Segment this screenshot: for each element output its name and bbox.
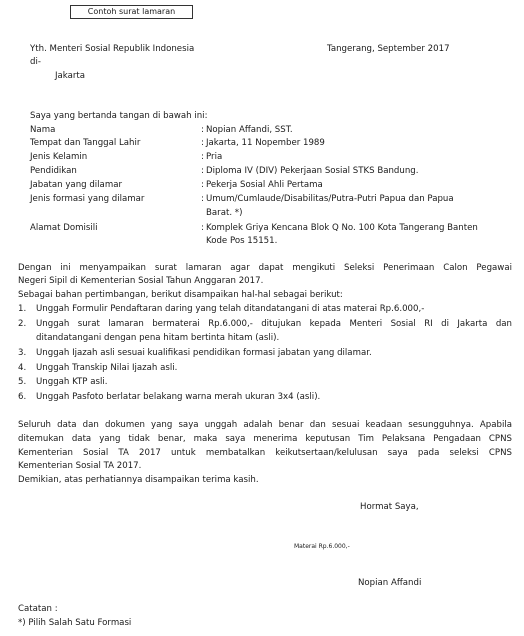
field-colon: : xyxy=(201,138,204,148)
field-colon: : xyxy=(201,194,204,204)
recipient-line-1: Yth. Menteri Sosial Republik Indonesia xyxy=(30,44,195,54)
list-item: Unggah KTP asli. xyxy=(36,377,108,387)
field-colon: : xyxy=(201,125,204,135)
list-number: 6. xyxy=(18,392,27,402)
para2-line-3: Kementerian Sosial TA 2017 untuk membatalkan keikutsertaan/kelulusan saya pada seleksi CPNS xyxy=(18,448,512,458)
signer-name: Nopian Affandi xyxy=(358,578,422,588)
recipient-line-3: Jakarta xyxy=(55,71,86,81)
para1-line-3: Sebagai bahan pertimbangan, berikut disampaikan hal-hal sebagai berikut: xyxy=(18,290,343,300)
list-item: Unggah Transkip Nilai Ijazah asli. xyxy=(36,363,178,373)
list-item: Unggah Ijazah asli sesuai kualifikasi pendidikan formasi jabatan yang dilamar. xyxy=(36,348,372,358)
field-colon: : xyxy=(201,152,204,162)
header-label-box: Contoh surat lamaran xyxy=(70,5,193,19)
field-value-nama: Nopian Affandi, SST. xyxy=(206,125,293,135)
para2-line-2: ditemukan data yang tidak benar, maka saya menerima keputusan Tim Pelaksana Pengadaan CPNS xyxy=(18,434,512,444)
notes-title: Catatan : xyxy=(18,604,58,614)
list-item-cont: ditandatangani dengan pena hitam bertinta hitam (asli). xyxy=(36,333,280,343)
closing-text: Hormat Saya, xyxy=(360,502,419,512)
list-number: 2. xyxy=(18,319,27,329)
list-item: Unggah Pasfoto berlatar belakang warna merah ukuran 3x4 (asli). xyxy=(36,392,321,402)
para1-line-2: Negeri Sipil di Kementerian Sosial Tahun Anggaran 2017. xyxy=(18,276,264,286)
field-label-pendidikan: Pendidikan xyxy=(30,166,77,176)
para2-line-4: Kementerian Sosial TA 2017. xyxy=(18,461,142,471)
field-colon: : xyxy=(201,166,204,176)
intro-text: Saya yang bertanda tangan di bawah ini: xyxy=(30,111,208,121)
field-colon: : xyxy=(201,223,204,233)
field-colon: : xyxy=(201,180,204,190)
field-label-jenis-kelamin: Jenis Kelamin xyxy=(30,152,88,162)
field-value-jabatan: Pekerja Sosial Ahli Pertama xyxy=(206,180,323,190)
para1-line-1: Dengan ini menyampaikan surat lamaran agar dapat mengikuti Seleksi Penerimaan Calon Pegawai xyxy=(18,263,512,273)
field-value-alamat-cont: Kode Pos 15151. xyxy=(206,236,278,246)
field-value-formasi-cont: Barat. *) xyxy=(206,208,243,218)
place-date: Tangerang, September 2017 xyxy=(327,44,450,54)
list-number: 4. xyxy=(18,363,27,373)
recipient-line-2: di- xyxy=(30,57,41,67)
para2-line-1: Seluruh data dan dokumen yang saya unggah adalah benar dan sesuai keadaan sesungguhnya. Apabila xyxy=(18,420,512,430)
field-label-nama: Nama xyxy=(30,125,56,135)
list-number: 1. xyxy=(18,304,27,314)
field-label-jabatan: Jabatan yang dilamar xyxy=(30,180,122,190)
field-label-alamat: Alamat Domisili xyxy=(30,223,98,233)
field-label-formasi: Jenis formasi yang dilamar xyxy=(30,194,145,204)
list-number: 3. xyxy=(18,348,27,358)
field-value-alamat: Komplek Griya Kencana Blok Q No. 100 Kota Tangerang Banten xyxy=(206,223,478,233)
field-label-ttl: Tempat dan Tanggal Lahir xyxy=(30,138,141,148)
list-item: Unggah Formulir Pendaftaran daring yang telah ditandatangani di atas materai Rp.6.000,- xyxy=(36,304,425,314)
list-number: 5. xyxy=(18,377,27,387)
materai-label: Materai Rp.6.000,- xyxy=(294,543,350,550)
field-value-ttl: Jakarta, 11 Nopember 1989 xyxy=(206,138,325,148)
para2-line-5: Demikian, atas perhatiannya disampaikan terima kasih. xyxy=(18,475,259,485)
field-value-pendidikan: Diploma IV (DIV) Pekerjaan Sosial STKS Bandung. xyxy=(206,166,419,176)
field-value-jenis-kelamin: Pria xyxy=(206,152,223,162)
notes-text: *) Pilih Salah Satu Formasi xyxy=(18,618,132,628)
list-item: Unggah surat lamaran bermaterai Rp.6.000,- ditujukan kepada Menteri Sosial RI di Jakarta dan xyxy=(36,319,512,329)
field-value-formasi: Umum/Cumlaude/Disabilitas/Putra-Putri Papua dan Papua xyxy=(206,194,454,204)
